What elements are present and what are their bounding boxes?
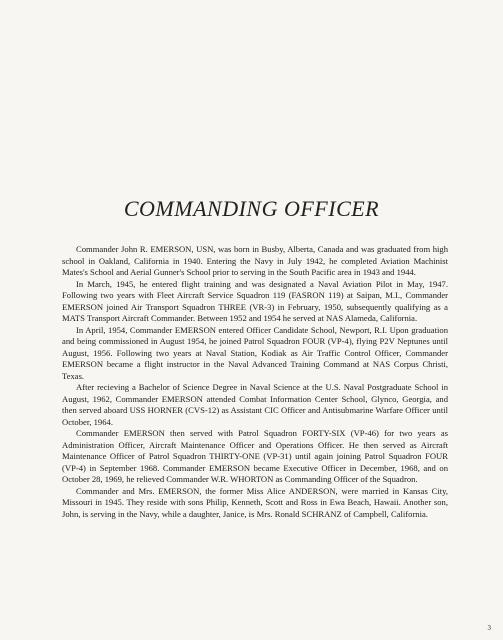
paragraph-5: Commander EMERSON then served with Patrol Squadron FORTY-SIX (VP-46) for two years as Administration Officer, Aircraft Maintenance Officer and Operations Officer. He then served as Aircraft Maintenance Officer of Patrol Squadron THIRTY-ONE (VP-31) until again joining Patrol Squadron FOUR (VP-4) in September 1968. Commander EMERSON became Executive Officer in December, 1968, and on October 28, 1969, he relieved Commander W.R. WHORTON as Commanding Officer of the Squadron. (62, 428, 448, 484)
paragraph-4: After recieving a Bachelor of Science Degree in Naval Science at the U.S. Naval Postgraduate School in August, 1962, Commander EMERSON attended Combat Information Center School, Glynco, Georgia, and then served aboard USS HORNER (CVS-12) as Assistant CIC Officer and Antisubmarine Warfare Officer until October, 1964. (62, 382, 448, 427)
page-title: COMMANDING OFFICER (123, 196, 380, 221)
page-number: 3 (487, 624, 491, 632)
biography-text (62, 244, 448, 520)
paragraph-2: In March, 1945, he entered flight training and was designated a Naval Aviation Pilot in May, 1947. Following two years with Fleet Aircraft Service Squadron 119 (FASRON 119) at Saipan, M.I., Commander EMERSON joined Air Transport Squadron THREE (VR-3) in February, 1950, subsequently qualifying as a MATS Transport Aircraft Commander. Between 1952 and 1954 he served at NAS Alameda, California. (62, 278, 448, 323)
paragraph-3: In April, 1954, Commander EMERSON entered Officer Candidate School, Newport, R.I. Upon graduation and being commissioned in August 1954, he joined Patrol Squadron FOUR (VP-4), flying P2V Neptunes until August, 1956. Following two years at Naval Station, Kodiak as Air Traffic Control Officer, Commander EMERSON became a flight instructor in the Naval Advanced Training Command at NAS Corpus Christi, Texas. (62, 324, 448, 381)
paragraph-1: Commander John R. EMERSON, USN, was born in Busby, Alberta, Canada and was graduated from high school in Oakland, California in 1940. Entering the Navy in July 1942, he completed Aviation Machinist Mates's School and Aerial Gunner's School prior to serving in the South Pacific area in 1943 and 1944. (62, 244, 448, 277)
paragraph-6: Commander and Mrs. EMERSON, the former Miss Alice ANDERSON, were married in Kansas City, Missouri in 1945. They reside with sons Philip, Kenneth, Scott and Ross in Ewa Beach, Hawaii. Another son, John, is serving in the Navy, while a daughter, Janice, is Mrs. Ronald SCHRANZ of Campbell, California. (62, 485, 448, 519)
